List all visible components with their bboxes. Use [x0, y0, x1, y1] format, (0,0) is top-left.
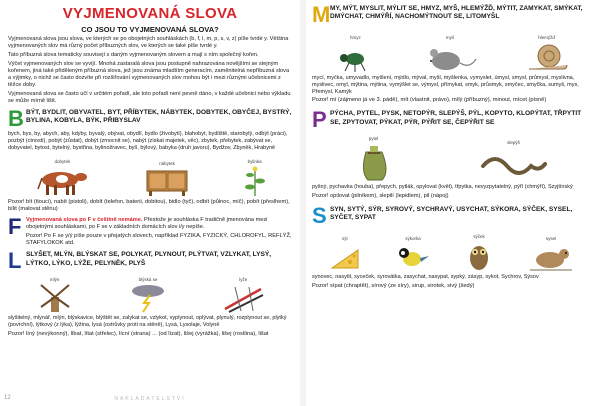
sack-icon — [356, 142, 392, 182]
derived-l: slyšitelný, mlynář, mlýn, blýskavice, blýštět se, zalykat se, vzlykot, vyplynout, oplývat, plynulý, rozplynout se, plytký (povrchní), lýtkový (z lýka), lýžina, lysá (ostrůvky proti na stěně), Lysá, Lysolaje, Volyně — [8, 315, 287, 329]
derived-b: bych, bys, by, abych, aby, kdyby, byvalý, obývat, obydlí, bydlo (živobytí), blahobyt, bydliště, starobylý, odbýt (práci), pozbýt (ctnosti), pobýt (zůstat), dobýt (zmocnit se), nabýt (získat majetek, věc), zbytek, přebytek, zabývat se, dobyvatel, bytost, bytelný, bystřina, bylinožravec, bylí, býlový, babyka (druh javoru), Bydžov, Zbyněk, Hrabyně — [8, 131, 288, 151]
picture-mill — [35, 277, 75, 313]
lightning-icon — [128, 283, 168, 313]
caption-tit: sýkorka — [405, 236, 421, 242]
caption-mouse: myš — [445, 35, 455, 40]
picture-sack — [356, 136, 392, 182]
intro-paragraph-2: Tato příbuzná slova tematicky souvisejí s daným vyjmenovaným slovem a mají s ním společný kořen. — [8, 52, 259, 58]
caption-herb: bylinka — [247, 159, 262, 165]
pictures-b — [8, 155, 292, 197]
caption-ground-squirrel: sysel — [545, 236, 557, 242]
letter-f: F — [8, 214, 22, 240]
sideboard-icon — [141, 167, 193, 197]
pictures-m — [312, 29, 592, 73]
right-page — [306, 0, 600, 406]
picture-herb — [242, 159, 268, 197]
picture-mouse — [422, 35, 478, 73]
owl-icon — [466, 240, 492, 272]
page-subtitle: CO JSOU TO VYJMENOVANÁ SLOVA? — [81, 25, 219, 34]
caption-lightning: blýská se — [138, 277, 158, 283]
picture-furniture — [141, 161, 193, 197]
bird-icon — [396, 242, 430, 272]
intro-paragraph-1: Vyjmenovaná slova jsou slova, ve kterých se po obojetných souhláskách (b, f, l, m, p, s, v, z) píše tvrdé y. Většina vyjmenovaných slov má různý počet příbuzných slov, ve kterých se také píše tvrdé y. — [8, 36, 289, 49]
section-f — [8, 214, 292, 247]
insect-icon — [335, 41, 375, 73]
herb-icon — [242, 165, 268, 197]
pictures-s — [312, 230, 592, 272]
intro-paragraph-4: Vyjmenovaná slova se často učí v určitém pořadí, ale toto pořadí není pevně dáno, v každé učebnici nebo výkladu se může mírně lišit. — [8, 91, 291, 104]
picture-lightning — [128, 277, 168, 313]
f-note-body: Přestože je souhláska F tradičně jmenována mezi obojetnými souhláskami, po F se v základních domácích slov i/y nepíše. — [26, 217, 268, 231]
derived-p: pyšný, pychavka (houba), přepych, pytlák, opylovat (květ), třpytka, nevyzpytatelný, pýří (chmýří), Szyjtínský — [312, 184, 573, 191]
pozor-f: Pozor! Po F se y/ý píše pouze v přejatých slovech, například FYZIKA, FYZICKÝ, CHLOROFYL, REFLÝŽ, STAFYLOKOK atd. — [26, 233, 292, 247]
derived-s: synovec, nasytit, syceček, syrovátka, zasychat, nasypat, sypký, zásyp, sykot, Sychrov, Sýsov — [312, 274, 539, 281]
snail-icon — [525, 41, 569, 73]
caption-sack: pytel — [368, 136, 379, 142]
picture-skis — [221, 277, 265, 313]
pozor-l: Pozor! líný (nevýkonný), líbat, lítat (střelec), lícní (strana) ... (od lízat), lišej (vyrážka), lišej (rostlina), lišat — [8, 330, 269, 337]
pozor-s: Pozor! sípat (chraptět), sírový (ze síry), sirup, sirotek, sivý (šedý) — [312, 282, 475, 289]
f-note-headline: Vyjmenovaná slova po F v češtině nemáme. — [26, 217, 143, 224]
picture-ground-squirrel — [528, 236, 574, 272]
picture-tit — [396, 236, 430, 272]
words-s: SYN, SYTÝ, SÝR, SYROVÝ, SYCHRAVÝ, USYCHAT, SÝKORA, SÝČEK, SYSEL, SYČET, SYPAT — [330, 206, 573, 222]
caption-cheese: sýr — [342, 236, 348, 242]
picture-cattle — [32, 159, 92, 197]
picture-slowworm — [479, 140, 549, 182]
section-l — [8, 248, 292, 274]
cheese-icon — [330, 242, 360, 272]
section-b — [8, 106, 292, 131]
letter-s: S — [312, 203, 327, 229]
words-m: MY, MÝT, MYSLIT, MÝLIT SE, HMYZ, MYŠ, HLEMÝŽĎ, MÝTIT, ZAMYKAT, SMÝKAT, DMÝCHAT, CHMÝŘÍ, NACHOMÝTNOUT SE, LITOMYŠL — [330, 5, 583, 21]
caption-insect: hmyz — [349, 35, 361, 40]
page-title: VYJMENOVANÁ SLOVA — [62, 5, 238, 22]
section-s — [312, 203, 592, 229]
cow-icon — [32, 165, 92, 197]
pozor-p: Pozor! opilovat (pilníkem), slepilí (lepidlem), pil (nápoj) — [312, 193, 449, 200]
caption-snail: hlemýžď — [538, 35, 556, 40]
letter-m: M — [312, 2, 331, 27]
words-p: PÝCHA, PYTEL, PYSK, NETOPÝR, SLEPÝŠ, PÝL, KOPYTO, KLOPÝTAT, TŘPYTIT SE, ZPYTOVAT, PÝKAT, PÝR, PÝŘIT SE, ČEPÝŘIT SE — [330, 110, 582, 126]
pictures-l — [8, 275, 292, 313]
ground-squirrel-icon — [528, 242, 574, 272]
mouse-icon — [422, 41, 478, 73]
caption-cattle: dobytek — [54, 159, 71, 165]
skis-icon — [221, 283, 265, 313]
letter-l: L — [8, 248, 22, 274]
caption-owl: sýček — [473, 234, 485, 240]
pictures-p — [312, 134, 592, 182]
page-number: 12 — [4, 395, 11, 401]
section-p — [312, 107, 592, 133]
words-b: BÝT, BYDLIT, OBYVATEL, BYT, PŘÍBYTEK, NÁBYTEK, DOBYTEK, OBYČEJ, BYSTRÝ, BYLINA, KOBYLA, BÝK, PŘIBYSLAV — [26, 109, 292, 125]
derived-m: mycí, myčka, umyvadlo, myšlení, mýdlo, mýval, myšl, myšlenka, vymyslet, úmysl, smysl, průmysl, myslivna, myslivec, omyl, mýtina, mýtina, vymýšlet se, výmysl, přímykat, smyk, průsmyk, smyčec, smyčka, sumyš, mys, Přemysl, Kamýk — [312, 75, 579, 95]
caption-slowworm: slepýš — [507, 140, 520, 146]
letter-b: B — [8, 106, 24, 131]
slowworm-icon — [479, 146, 549, 182]
caption-furniture: nábytek — [159, 161, 175, 167]
caption-skis: lyže — [239, 277, 248, 283]
intro-paragraph-3: Výčet vyjmenovaných slov se vyvíjí. Mnohá zastaralá slova jsou postupně nahrazována novějšími se stejným kořenem, jiná také přiděleným příbuzná slova, jež jsou známa mladším generacím, zaměnitelná nepříbuzná slova a výjimky, o nichž se často dozvíte při rozšiřování vyjmenovaných slov mohou být i mezi různými učebnicemi z těžce doby. — [8, 61, 290, 88]
section-m — [312, 2, 592, 27]
picture-owl — [466, 234, 492, 272]
windmill-icon — [35, 283, 75, 313]
picture-insect — [335, 35, 375, 73]
caption-mill: mlýn — [49, 277, 60, 283]
publisher-footer: NAKLADATELSTVÍ — [114, 396, 186, 402]
words-l: SLYŠET, MLÝN, BLÝSKAT SE, POLYKAT, PLYNOUT, PLÝTVAT, VZLYKAT, LYSÝ, LÝTKO, LÝKO, LÝŽE, PELYNĚK, PLYŠ — [26, 251, 272, 267]
letter-p: P — [312, 107, 327, 133]
pozor-m: Pozor! mí (zájmeno já ve 3. pádě), mít (vlastnit, právo), mílý (příbuzný), minout, mícet (písně) — [312, 97, 547, 104]
pozor-b: Pozor! bít (tlouci), nabít (pistoli), dobít (telefon, baterii, dobitou), bidlo (tyč), odbít (půlnoc, míč), pobít (přeslhem), bílit (malovat stěnu) — [8, 199, 290, 213]
picture-cheese — [330, 236, 360, 272]
picture-snail — [525, 35, 569, 73]
